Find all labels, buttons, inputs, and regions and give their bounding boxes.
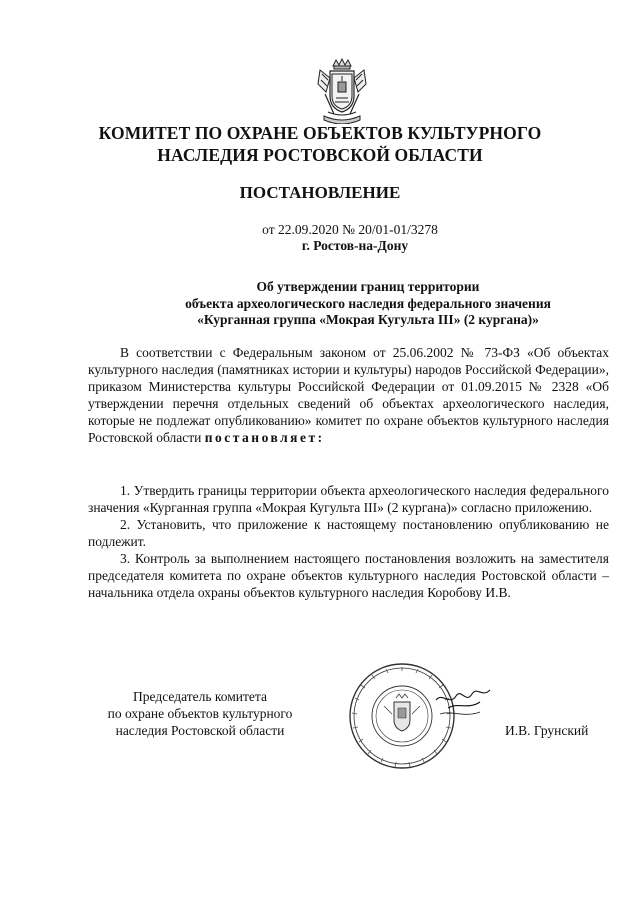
resolution-item-1: 1. Утвердить границы территории объекта археологического наследия федерального значения «Курганная группа «Мокрая Кугульта III» (2 кургана)» согласно приложению. — [88, 483, 609, 515]
signatory-title-line-2: по охране объектов культурного — [107, 706, 293, 721]
document-date-number: от 22.09.2020 № 20/01-01/3278 — [262, 222, 438, 237]
committee-line-1: КОМИТЕТ ПО ОХРАНЕ ОБЪЕКТОВ КУЛЬТУРНОГО — [98, 123, 542, 143]
preamble-paragraph — [88, 344, 609, 446]
official-stamp-seal — [340, 658, 500, 774]
preamble-text: В соответствии с Федеральным законом от 25.06.2002 № 73-ФЗ «Об объектах культурного наследия (памятниках истории и культуры) народов Российской Федерации», приказом Министерства культуры Российской Федерации от 01.09.2015 № 2328 «Об утверждении перечня отдельных сведений об объектах археологического наследия, которые не подлежат опубликованию» комитет по охране объектов культурного наследия Ростовской области — [88, 345, 609, 445]
signatory-name: И.В. Грунский — [505, 723, 589, 738]
resolution-item-2: 2. Установить, что приложение к настоящему постановлению опубликованию не подлежит. — [88, 517, 609, 549]
subject-line-1: Об утверждении границ территории — [256, 279, 480, 294]
resolution-item-3: 3. Контроль за выполнением настоящего постановления возложить на заместителя председателя комитета по охране объектов культурного наследия Ростовской области – начальника отдела охраны объектов культурного наследия Коробову И.В. — [88, 551, 609, 600]
signatory-title — [80, 688, 320, 739]
resolves-word: постановляет: — [204, 430, 325, 445]
subject-line-3: «Курганная группа «Мокрая Кугульта III» (2 кургана)» — [197, 312, 539, 327]
signatory-title-line-3: наследия Ростовской области — [115, 723, 285, 738]
document-type-title: ПОСТАНОВЛЕНИЕ — [239, 183, 401, 202]
resolution-items — [88, 482, 609, 601]
document-city: г. Ростов-на-Дону — [301, 238, 409, 253]
committee-header — [0, 122, 640, 166]
signatory-title-line-1: Председатель комитета — [133, 689, 267, 704]
document-subject — [118, 279, 618, 329]
coat-of-arms-emblem — [316, 58, 368, 124]
subject-line-2: объекта археологического наследия федерального значения — [185, 295, 551, 311]
committee-line-2: НАСЛЕДИЯ РОСТОВСКОЙ ОБЛАСТИ — [157, 145, 483, 165]
